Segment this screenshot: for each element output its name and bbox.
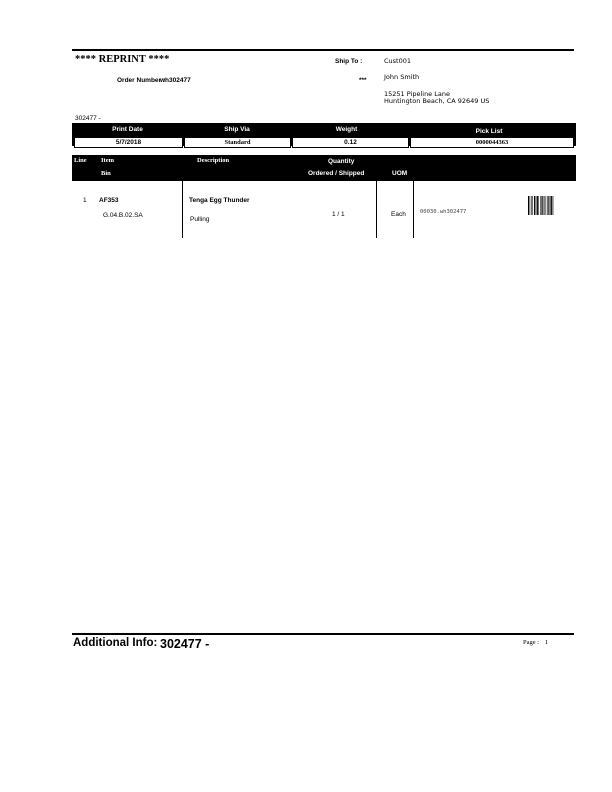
address-line-2: Huntington Beach, CA 92649 US (384, 97, 490, 105)
barcode-bar (532, 196, 533, 215)
reprint-label: **** REPRINT **** (75, 54, 170, 65)
barcode-bar (540, 196, 541, 215)
barcode-bar (546, 196, 547, 215)
column-divider-uom-right (413, 181, 414, 238)
description-header: Description (197, 157, 230, 164)
barcode-bar (531, 196, 532, 215)
lines-header-bar (72, 155, 576, 181)
barcode-bar (528, 196, 529, 215)
barcode-bar (542, 196, 543, 215)
barcode-bar (553, 196, 554, 215)
barcode-image (528, 196, 569, 215)
barcode-bar (551, 196, 552, 215)
barcode-bar (537, 196, 538, 215)
barcode-bar (541, 196, 542, 215)
ship-via-value: Standard (184, 137, 291, 148)
barcode-bar (534, 196, 535, 215)
quantity-value: 1 / 1 (332, 211, 345, 218)
line-number: 1 (83, 197, 87, 204)
line-header: Line (74, 157, 87, 164)
item-description: Tenga Egg Thunder (189, 197, 250, 204)
top-rule (72, 49, 574, 51)
uom-header: UOM (392, 170, 408, 177)
page-number: 1 (545, 639, 549, 646)
additional-info-label: Additional Info: (73, 637, 158, 649)
barcode-bar (530, 196, 531, 215)
address-line-1: 15251 Pipeline Lane (384, 90, 450, 98)
ordered-shipped-header: Ordered / Shipped (308, 170, 365, 177)
additional-info-value: 302477 - (160, 637, 210, 651)
footer-rule (72, 633, 574, 635)
order-number: wh302477 (160, 77, 191, 84)
quantity-header: Quantity (328, 158, 355, 165)
barcode-bar (536, 196, 537, 215)
weight-header: Weight (335, 126, 358, 133)
bin-location: G.04.B.02.SA (103, 212, 143, 219)
bin-header: Bin (101, 170, 111, 177)
pick-list-header: Pick List (475, 128, 503, 135)
barcode-bar (545, 196, 546, 215)
pick-code: 00030.wh302477 (420, 209, 467, 215)
barcode-bar (547, 196, 548, 215)
customer-name: John Smith (384, 73, 420, 81)
uom-value: Each (391, 211, 406, 218)
customer-code: Cust001 (384, 57, 411, 65)
ship-via-header: Ship Via (224, 126, 250, 133)
reference-number: 302477 - (75, 115, 101, 122)
stars-marker: *** (359, 77, 367, 84)
column-divider-uom-left (376, 181, 377, 238)
print-date-value: 5/7/2018 (74, 137, 183, 148)
weight-value: 0.12 (292, 137, 409, 148)
barcode-bar (550, 196, 551, 215)
order-number-label: Order Number : (117, 77, 166, 84)
item-code: AF353 (99, 197, 119, 204)
page-label: Page : (523, 639, 540, 646)
barcode-bar (538, 196, 539, 215)
item-description-2: Pulling (190, 216, 210, 223)
pick-list-value: 0000044363 (410, 137, 574, 148)
print-date-header: Print Date (112, 126, 143, 133)
ship-to-label: Ship To : (335, 58, 363, 65)
item-header: Item (101, 157, 114, 164)
column-divider-description (182, 181, 183, 238)
barcode-bar (548, 196, 549, 215)
